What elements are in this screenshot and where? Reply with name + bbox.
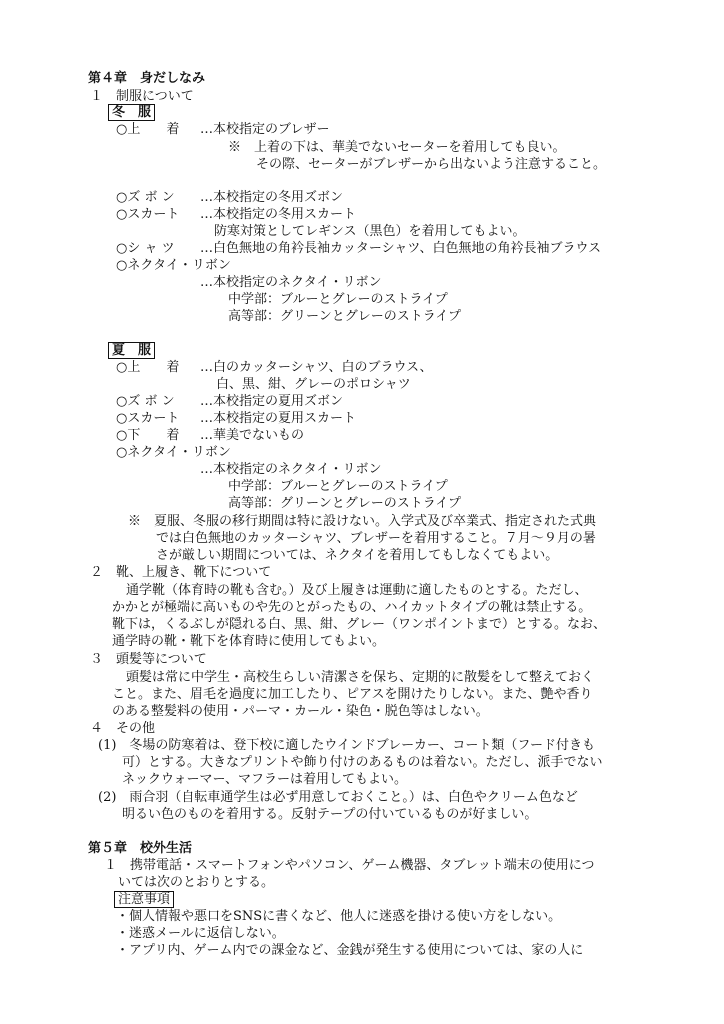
hair-text-line: こと。また、眉毛を過度に加工したり、ピアスを開けたりしない。また、艶や香り [112, 687, 593, 702]
winter-skirt-label: ○スカート [116, 207, 180, 222]
winter-shirt-text: …白色無地の角衿長袖カッターシャツ、白色無地の角衿長袖ブラウス [200, 241, 602, 256]
summer-tie-high: 高等部：グリーンとグレーのストライプ [228, 496, 461, 511]
winter-jacket-text: …本校指定のブレザー [200, 122, 330, 137]
other-item1-line: ネックウォーマー、マフラーは着用してもよい。 [122, 772, 407, 787]
summer-under-label: ○下 着 [116, 428, 180, 443]
chapter-4-title: 第４章 身だしなみ [88, 71, 206, 86]
summer-skirt-text: …本校指定の夏用スカート [200, 411, 357, 426]
summer-skirt-label: ○スカート [116, 411, 180, 426]
caution-bullet: ・個人情報や悪口をSNSに書くなど、他人に迷惑を掛ける使い方をしない。 [116, 909, 562, 924]
winter-skirt-note: 防寒対策としてレギンス（黒色）を着用してもよい。 [214, 224, 526, 239]
section-shoes-heading: ２ 靴、上履き、靴下について [90, 565, 272, 580]
summer-jacket-text-cont: 白、黒、紺、グレーのポロシャツ [216, 377, 411, 392]
winter-uniform-label: 冬 服 [108, 104, 155, 121]
transition-note-line: では白色無地のカッターシャツ、ブレザーを着用すること。７月～９月の暑 [156, 531, 596, 546]
summer-tie-text: …本校指定のネクタイ・リボン [200, 462, 382, 477]
summer-uniform-label: 夏 服 [108, 342, 155, 359]
shoes-text-line: 通学靴（体育時の靴も含む。）及び上履きは運動に適したものとする。ただし、 [126, 583, 588, 598]
shoes-text-line: 通学時の靴・靴下を体育時に使用してもよい。 [112, 634, 386, 649]
winter-skirt-text: …本校指定の冬用スカート [200, 207, 357, 222]
devices-heading-line: いては次のとおりとする。 [118, 875, 275, 890]
hair-text-line: のある整髪料の使用・パーマ・カール・染色・脱色等はしない。 [112, 704, 489, 719]
summer-jacket-label: ○上 着 [116, 360, 180, 375]
other-item2-line: 明るい色のものを着用する。反射テープの付いているものが好ましい。 [122, 807, 538, 822]
winter-pants-text: …本校指定の冬用ズボン [200, 190, 344, 205]
caution-bullet: ・アプリ内、ゲーム内での課金など、金銭が発生する使用については、家の人に [116, 943, 584, 958]
winter-jacket-note: ※ 上着の下は、華美でないセーターを着用しても良い。 [228, 140, 566, 155]
summer-pants-text: …本校指定の夏用ズボン [200, 394, 344, 409]
winter-shirt-label: ○シ ャ ツ [116, 241, 175, 256]
section-uniform-heading: １ 制服について [90, 89, 194, 104]
summer-tie-middle: 中学部：ブルーとグレーのストライプ [228, 479, 448, 494]
winter-jacket-label: ○上 着 [116, 122, 180, 137]
other-item2-line: (2) 雨合羽（自転車通学生は必ず用意しておくこと。）は、白色やクリーム色など [98, 790, 578, 805]
winter-tie-label: ○ネクタイ・リボン [116, 258, 231, 273]
hair-text-line: 頭髪は常に中学生・高校生らしい清潔さを保ち、定期的に散髪をして整えておく [126, 670, 595, 685]
section-hair-heading: ３ 頭髪等について [90, 652, 207, 667]
summer-jacket-text: …白のカッターシャツ、白のブラウス、 [200, 360, 433, 375]
shoes-text-line: 靴下は，くるぶしが隠れる白、黒、紺、グレー（ワンポイントまで）とする。なお、 [112, 617, 607, 632]
shoes-text-line: かかとが極端に高いものや先のとがったもの、ハイカットタイプの靴は禁止する。 [112, 600, 592, 615]
caution-bullet: ・迷惑メールに返信しない。 [116, 926, 285, 941]
caution-label: 注意事項 [114, 891, 174, 908]
section-other-heading: ４ その他 [90, 721, 156, 736]
winter-tie-high: 高等部：グリーンとグレーのストライプ [228, 309, 461, 324]
winter-tie-text: …本校指定のネクタイ・リボン [200, 275, 382, 290]
other-item1-line: 可）とする。大きなプリントや飾り付けのあるものは着ない。ただし、派手でない [122, 755, 603, 770]
transition-note-line: ※ 夏服、冬服の移行期間は特に設けない。入学式及び卒業式、指定された式典 [128, 514, 597, 529]
summer-under-text: …華美でないもの [200, 428, 305, 443]
summer-pants-label: ○ズ ボ ン [116, 394, 175, 409]
winter-tie-middle: 中学部：ブルーとグレーのストライプ [228, 292, 448, 307]
devices-heading-line: １ 携帯電話・スマートフォンやパソコン、ゲーム機器、タブレット端末の使用につ [104, 858, 595, 873]
transition-note-line: さが厳しい期間については、ネクタイを着用してもしなくてもよい。 [156, 548, 559, 563]
other-item1-line: (1) 冬場の防寒着は、登下校に適したウインドブレーカー、コート類（フード付きも [98, 738, 595, 753]
winter-pants-label: ○ズ ボ ン [116, 190, 175, 205]
winter-jacket-note-cont: その際、セーターがブレザーから出ないよう注意すること。 [256, 157, 606, 172]
summer-tie-label: ○ネクタイ・リボン [116, 445, 231, 460]
chapter-5-title: 第５章 校外生活 [88, 841, 193, 856]
